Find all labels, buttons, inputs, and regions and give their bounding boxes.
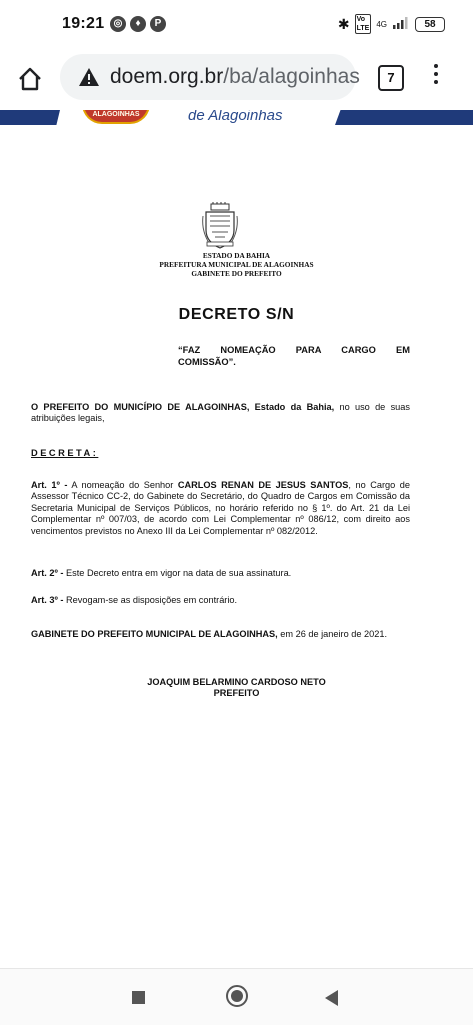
battery-indicator: 58 [415,17,445,32]
decree-closing [31,629,410,640]
article-2 [31,568,410,579]
address-bar[interactable] [60,54,360,100]
url-text [110,65,360,89]
more-menu-icon[interactable] [432,64,440,84]
status-right [338,14,445,34]
notification-app-icon: ♦ [130,16,146,32]
article-1-label: Art. 1º - [31,480,68,490]
browser-toolbar [0,48,473,110]
signer-name: JOAQUIM BELARMINO CARDOSO NETO [147,677,326,687]
signer-role: PREFEITO [213,688,260,698]
banner-stripe [0,110,60,125]
decree-preamble [31,402,410,425]
doc-header-gabinete: GABINETE DO PREFEITO [191,269,282,278]
article-1 [31,480,410,537]
notification-app-icon: ◎ [110,16,126,32]
article-1-text: A nomeação do Senhor [67,480,178,490]
home-icon[interactable] [16,65,44,93]
banner-stripe [335,110,473,125]
doc-header-prefeitura: PREFEITURA MUNICIPAL DE ALAGOINHAS [159,260,314,269]
preamble-text: no uso de suas atribuições legais, [31,402,410,424]
appointee-name: CARLOS RENAN DE JESUS SANTOS [177,480,349,490]
coat-of-arms-icon [201,202,239,250]
article-1-text-cont: , no Cargo de Assessor Técnico CC-2, do Gabinete do Secretário, do Quadro de Cargos em Comissão da Secretaria Municipal de Serviços Públicos, no horário referido no § 1º. do Art. 21 da Lei Complementar nº 007/03, de acordo com Lei Complementar nº 086/12, com direito aos vencimentos previstos no Anexo III da Lei Complementar nº 082/2012. [31,480,410,536]
article-2-label: Art. 2º - [31,568,64,578]
decree-title: DECRETO S/N [178,306,295,323]
article-3 [31,595,410,606]
doc-header-state: ESTADO DA BAHIA [202,251,271,260]
notification-icons [110,16,166,32]
bluetooth-icon: ✱ [337,15,350,32]
status-bar [0,0,473,48]
article-3-text: Revogam-se as disposições em contrário. [63,595,238,605]
closing-bold: GABINETE DO PREFEITO MUNICIPAL DE ALAGOINHAS, [31,629,278,639]
home-button[interactable] [226,985,248,1007]
tab-switcher-button[interactable]: 7 [378,65,404,91]
url-domain: doem.org.br [110,65,224,88]
back-button[interactable] [325,990,338,1006]
preamble-bold: O PREFEITO DO MUNICÍPIO DE ALAGOINHAS, Estado da Bahia, [31,402,335,412]
site-banner [0,110,473,128]
banner-subtitle: de Alagoinhas [188,110,283,124]
system-nav-bar [0,968,473,1025]
decreta-heading: DECRETA: [31,448,99,458]
recent-apps-button[interactable] [132,991,145,1004]
decree-summary: “FAZ NOMEAÇÃO PARA CARGO EM COMISSÃO”. [178,345,410,367]
status-time: 19:21 [62,15,105,32]
article-3-label: Art. 3º - [31,595,64,605]
volte-icon: Vo LTE [356,16,370,32]
pinterest-icon: P [150,16,166,32]
site-logo[interactable] [82,110,150,124]
closing-text: em 26 de janeiro de 2021. [277,629,388,639]
logo-text: ALAGOINHAS [92,111,140,118]
network-type: 4G [376,19,387,29]
url-path: /ba/alagoinhas [223,65,360,88]
article-2-text: Este Decreto entra em vigor na data de sua assinatura. [63,568,292,578]
warning-icon[interactable] [78,67,100,87]
signal-icon [392,17,410,32]
